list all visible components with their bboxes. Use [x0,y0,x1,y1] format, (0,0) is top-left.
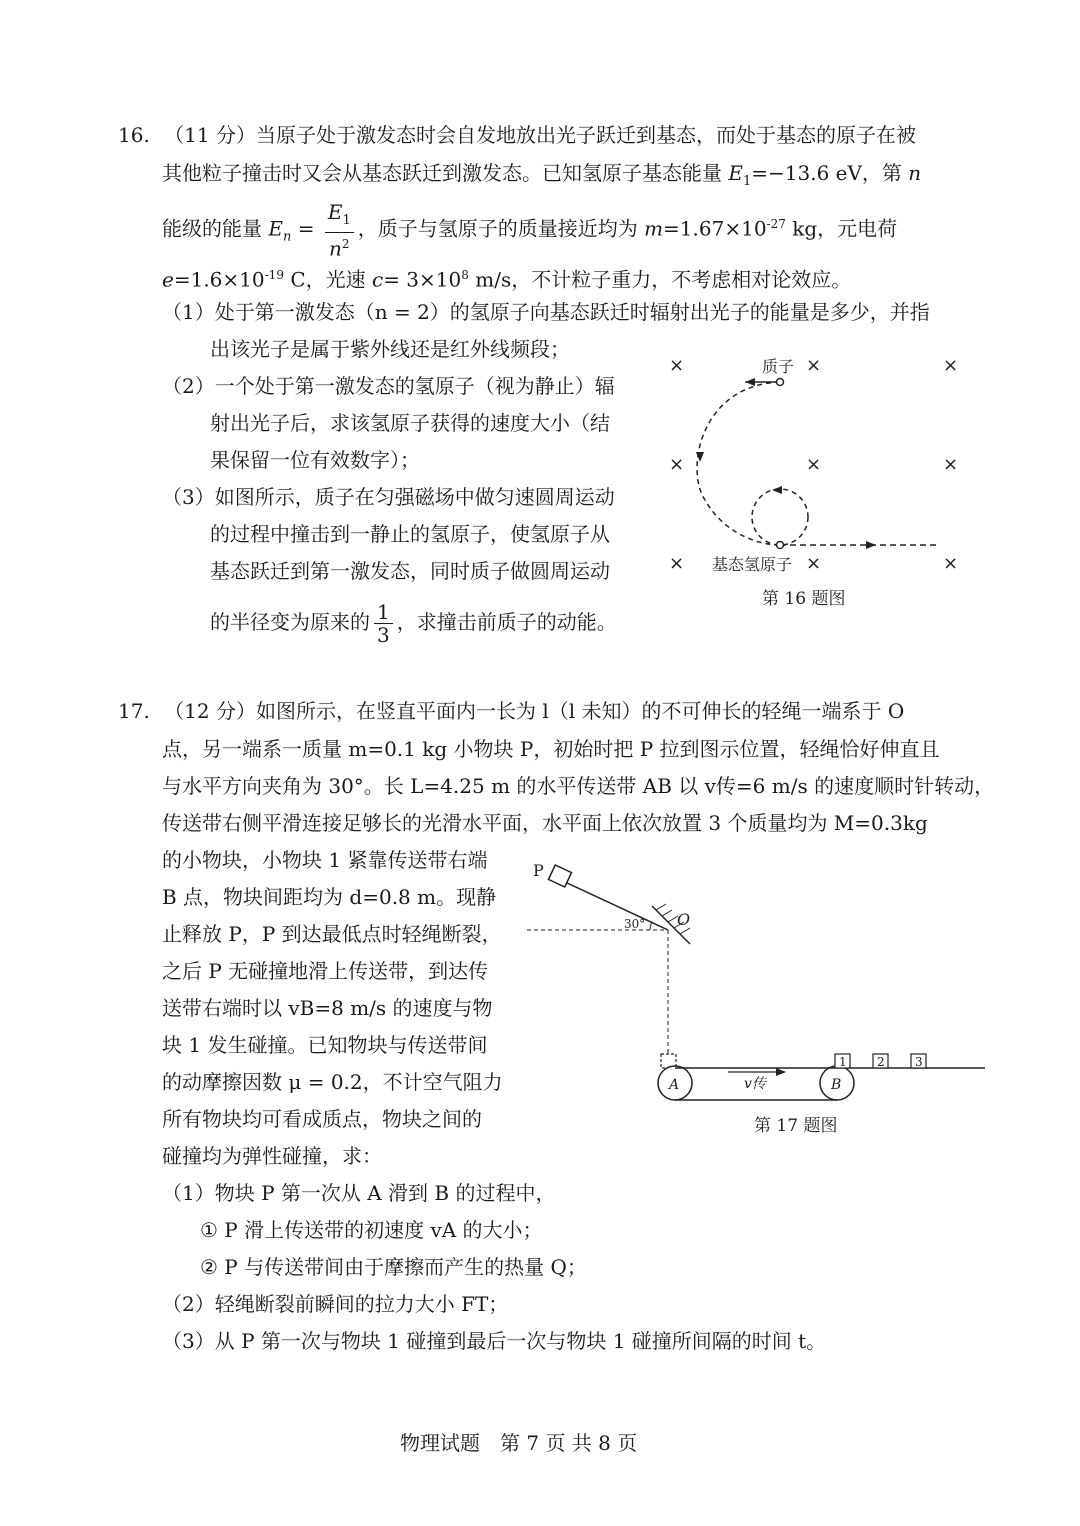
field-cross: × [806,355,822,376]
q16-text: 其他粒子撞击时又会从基态跃迁到激发态。已知氢原子基态能量 [162,161,722,185]
q16-figure-caption: 第 16 题图 [762,589,846,609]
arrow-icon [776,1068,786,1076]
field-cross: × [943,454,959,475]
q17-line-9: 送带右端时以 vB=8 m/s 的速度与物 [162,996,493,1020]
label-A: A [669,1077,680,1093]
q16-line-3: 能级的能量 $E_n$ = $\frac{E_1}{n^2}$ ，质子与氢原子的质量接近均为 $m=1.67\times 10^{-27}$ kg，元电荷 [162,199,898,261]
q16-number: 16. [118,123,150,147]
label-O: O [677,910,691,929]
q16-c-value: = 3×10 [383,267,462,292]
q17-score: （12 分） [164,699,256,723]
q16-text: ，求撞击前质子的动能。 [396,610,617,634]
q16-part-3b: 的过程中撞击到一静止的氢原子，使氢原子从 [210,522,610,546]
field-cross: × [806,454,822,475]
q16-n-symbol: n [908,161,922,185]
q17-line-10: 块 1 发生碰撞。已知物块与传送带间 [162,1033,488,1057]
label-P: P [533,861,544,880]
label-B: B [831,1077,842,1093]
field-cross: × [943,355,959,376]
q17-line-5: 的小物块，小物块 1 紧靠传送带右端 [162,848,488,872]
q17-line-3: 与水平方向夹角为 30°。长 L=4.25 m 的水平传送带 AB 以 v传=6 m/s 的速度顺时针转动， [162,774,995,798]
label-block-1: 1 [839,1055,847,1069]
field-cross: × [669,553,685,574]
field-cross: × [806,553,822,574]
q17-figure-caption: 第 17 题图 [754,1116,838,1136]
q17-number: 17. [118,699,150,723]
q16-text: kg，元电荷 [792,216,898,241]
q16-e1-value: =−13.6 eV，第 [751,161,902,185]
q17-part-3: （3）从 P 第一次与物块 1 碰撞到最后一次与物块 1 碰撞所间隔的时间 t。 [162,1329,827,1353]
q16-energy-fraction: $\frac{E_1}{n^2}$ [325,201,354,260]
q16-text: 当原子处于激发态时会自发地放出光子跃迁到基态，而处于基态的原子在被 [255,123,916,147]
field-cross: × [669,355,685,376]
q17-line-4: 传送带右侧平滑连接足够长的光滑水平面，水平面上依次放置 3 个质量均为 M=0.3kg [162,811,928,835]
q17-part-1-1: ① P 滑上传送带的初速度 vA 的大小； [200,1218,543,1242]
q16-part-2b: 射出光子后，求该氢原子获得的速度大小（结 [210,411,610,435]
field-cross: × [669,454,685,475]
q16-text: 的半径变为原来的 [210,610,370,634]
label-block-2: 2 [877,1055,885,1069]
q16-frac-den: 3 [377,623,390,647]
label-v-belt: v传 [744,1076,766,1092]
q17-part-1-2: ② P 与传送带间由于摩擦而产生的热量 Q； [200,1255,587,1279]
q16-text: ，质子与氢原子的质量接近均为 [357,216,638,241]
q16-text: m/s，不计粒子重力，不考虑相对论效应。 [475,267,852,292]
q16-part-3a: （3）如图所示，质子在匀强磁场中做匀速圆周运动 [162,485,615,509]
q16-line-2: 其他粒子撞击时又会从基态跃迁到激发态。已知氢原子基态能量 $E_1=-13.6$ eV，第 n [162,161,922,189]
q17-part-2: （2）轻绳断裂前瞬间的拉力大小 FT； [162,1292,509,1316]
q16-frac-num: 1 [374,601,393,624]
q17-line-13: 碰撞均为弹性碰撞，求： [162,1144,382,1168]
atom-label: 基态氢原子 [712,555,793,574]
q16-mass-value: =1.67×10 [663,216,767,241]
q17-line-6: B 点，物块间距均为 d=0.8 m。现静 [162,885,497,909]
q16-c-exp: 8 [461,268,469,282]
label-block-3: 3 [915,1055,923,1069]
q17-text: 如图所示，在竖直平面内一长为 l（l 未知）的不可伸长的轻绳一端系于 O [255,699,905,723]
q17-part-1: （1）物块 P 第一次从 A 滑到 B 的过程中， [162,1181,556,1205]
q16-text: C，光速 [290,267,366,292]
q16-charge-exp: -19 [264,268,284,282]
page-footer: 物理试题 第 7 页 共 8 页 [400,1431,638,1455]
q16-part-1b: 出该光子是属于紫外线还是红外线频段； [210,337,570,361]
q16-text: 能级的能量 [162,216,262,241]
angle-label: 30° [624,917,646,931]
q16-part-2a: （2）一个处于第一激发态的氢原子（视为静止）辐 [162,374,615,398]
q16-part-3c: 基态跃迁到第一激发态，同时质子做圆周运动 [210,559,610,583]
q16-charge-value: =1.6×10 [173,267,265,292]
field-cross: × [943,553,959,574]
q16-line-4: $e=1.6\times 10^{-19}$ C，光速 $c= 3\times 10^8$ m/s，不计粒子重力，不考虑相对论效应。 [162,267,852,292]
q17-line-7: 止释放 P，P 到达最低点时轻绳断裂， [162,922,502,946]
q17-line-2: 点，另一端系一质量 m=0.1 kg 小物块 P，初始时把 P 拉到图示位置，轻绳恰好伸直且 [162,737,940,761]
q16-mass-exp: -27 [766,217,786,231]
angle-arc [650,922,652,930]
q16-part-2c: 果保留一位有效数字）； [210,448,420,472]
q17-line-12: 所有物块均可看成质点，物块之间的 [162,1107,482,1131]
proton-label: 质子 [762,357,795,376]
q16-part-1a: （1）处于第一激发态（n = 2）的氢原子向基态跃迁时辐射出光子的能量是多少，并指 [162,300,930,324]
q17-line-11: 的动摩擦因数 μ = 0.2，不计空气阻力 [162,1070,503,1094]
q16-score: （11 分） [164,123,256,147]
q17-line-8: 之后 P 无碰撞地滑上传送带，到达传 [162,959,489,983]
